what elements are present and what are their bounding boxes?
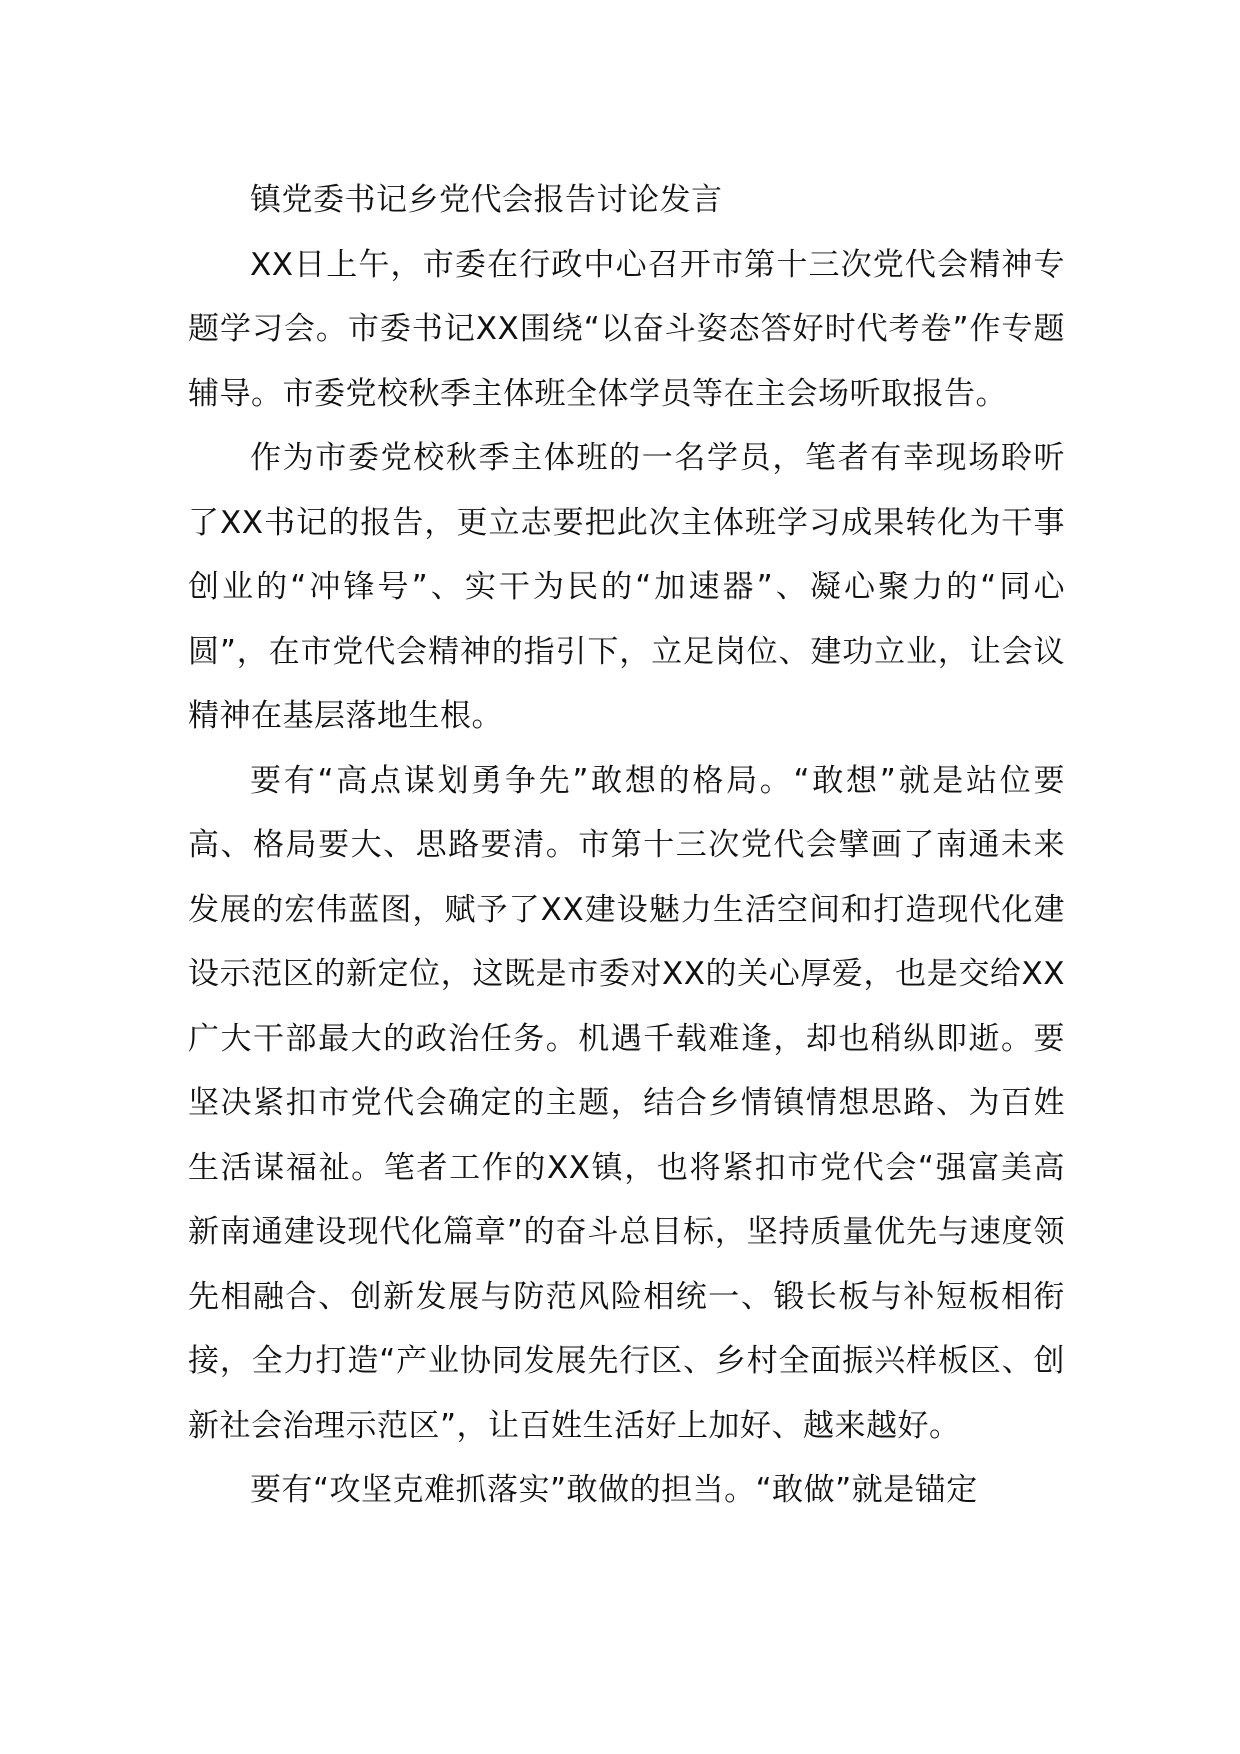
paragraph-2: 作为市委党校秋季主体班的一名学员，笔者有幸现场聆听了XX书记的报告，更立志要把此次主体班学习成果转化为干事创业的“冲锋号”、实干为民的“加速器”、凝心聚力的“同心圆”，在市党代会精神的指引下，立足岗位、建功立业，让会议精神在基层落地生根。 — [188, 440, 1065, 734]
paragraph-1: XX日上午，市委在行政中心召开市第十三次党代会精神专题学习会。市委书记XX围绕“以奋斗姿态答好时代考卷”作专题辅导。市委党校秋季主体班全体学员等在主会场听取报告。 — [188, 246, 1065, 412]
document-body — [188, 168, 1065, 1523]
paragraph-3: 要有“高点谋划勇争先”敢想的格局。“敢想”就是站位要高、格局要大、思路要清。市第十三次党代会擘画了南通未来发展的宏伟蓝图，赋予了XX建设魅力生活空间和打造现代化建设示范区的新定位，这既是市委对XX的关心厚爱，也是交给XX广大干部最大的政治任务。机遇千载难逢，却也稍纵即逝。要坚决紧扣市党代会确定的主题，结合乡情镇情想思路、为百姓生活谋福祉。笔者工作的XX镇，也将紧扣市党代会“强富美高新南通建设现代化篇章”的奋斗总目标，坚持质量优先与速度领先相融合、创新发展与防范风险相统一、锻长板与补短板相衔接，全力打造“产业协同发展先行区、乡村全面振兴样板区、创新社会治理示范区”，让百姓生活好上加好、越来越好。 — [188, 762, 1065, 1444]
paragraph-4: 要有“攻坚克难抓落实”敢做的担当。“敢做”就是锚定 — [250, 1472, 978, 1508]
document-title: 镇党委书记乡党代会报告讨论发言 — [250, 182, 723, 218]
